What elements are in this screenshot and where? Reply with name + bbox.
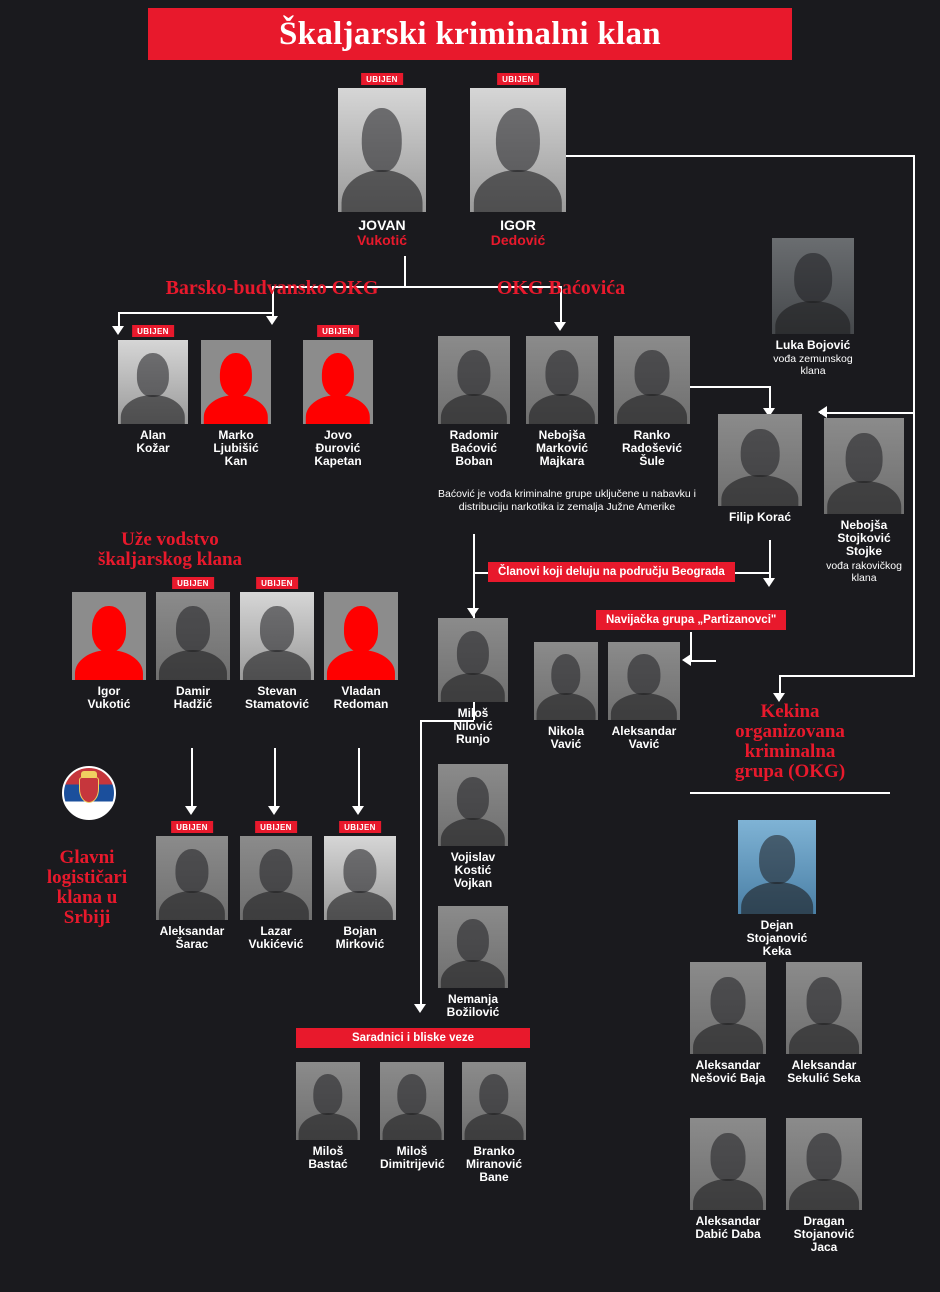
note-baecovic: Baćović je vođa kriminalne grupe uključene u nabavku i distribuciju narkotika iz zemalja Južne Amerike: [438, 488, 696, 513]
person-nickname: Majkara: [539, 454, 585, 468]
person-card-dragan-stojanovic[interactable]: [786, 1118, 862, 1254]
label-partizanovci: Navijačka grupa „Partizanovci": [596, 610, 786, 630]
person-photo: [438, 336, 510, 424]
person-name-line1: Branko: [473, 1144, 515, 1158]
person-card-vojislav-kostic[interactable]: [438, 764, 508, 890]
person-nickname: Stojke: [845, 544, 882, 558]
person-name-line2: Đurović: [315, 441, 361, 455]
person-name-line2: Stojanović: [793, 1227, 855, 1241]
heading-uze-vodstvo: [44, 530, 296, 570]
person-name-line2: Vukićević: [248, 937, 304, 951]
person-card-milos-nilovic[interactable]: [438, 618, 508, 746]
person-photo: [240, 592, 314, 680]
person-photo: [608, 642, 680, 720]
person-card-vladan-redoman[interactable]: [324, 592, 398, 711]
person-name-line1: Jovo: [323, 428, 352, 442]
person-photo-silhouette: [324, 592, 398, 680]
person-card-alan-kozar[interactable]: [118, 327, 188, 455]
person-card-filip-korac[interactable]: [718, 414, 802, 524]
person-card-nebojsa-stojkovic[interactable]: [824, 418, 904, 584]
person-name-line1: Nikola: [547, 724, 584, 738]
person-name-line1: Alan: [139, 428, 166, 442]
person-name-line2: Vavić: [628, 737, 660, 751]
person-name-line1: Nebojša: [840, 518, 888, 532]
person-photo-silhouette: [72, 592, 146, 680]
person-card-nemanja-bozilovic[interactable]: [438, 906, 508, 1019]
heading-logisticari-line1: Glavni: [59, 847, 115, 868]
heading-kekina-okg: [678, 702, 902, 782]
person-card-jovo-djurovic[interactable]: [303, 327, 373, 468]
person-card-aleksandar-sarac[interactable]: [156, 823, 228, 951]
connector: [730, 572, 770, 574]
person-name: Filip Korać: [728, 510, 791, 524]
person-photo: [156, 592, 230, 680]
person-nickname: Kapetan: [314, 454, 362, 468]
person-card-lazar-vukicevic[interactable]: [240, 823, 312, 951]
person-photo: [526, 336, 598, 424]
person-card-jovan-vukotic[interactable]: [338, 75, 426, 248]
arrow-icon: [268, 806, 280, 815]
person-first-name: IGOR: [500, 217, 536, 233]
person-photo: [438, 906, 508, 988]
person-photo: [296, 1062, 360, 1140]
person-role: vođa rakovičkog klana: [826, 560, 902, 584]
person-name: Luka Bojović: [775, 338, 851, 352]
person-name-line1: Nebojša: [538, 428, 586, 442]
person-photo: [470, 88, 566, 212]
connector: [690, 792, 890, 794]
person-name-line1: Bojan: [343, 924, 377, 938]
person-name-line2: Dimitrijević: [380, 1157, 445, 1171]
person-name-line1: Nemanja: [447, 992, 499, 1006]
person-name-line2: Hadžić: [173, 697, 213, 711]
person-role: vođa zemunskog klana: [773, 353, 853, 377]
person-name-line1: Miloš: [312, 1144, 344, 1158]
arrow-icon: [112, 326, 124, 335]
heading-barsko-budvansko-okg: Barsko-budvansko OKG: [165, 277, 379, 299]
person-nickname: Kan: [224, 454, 248, 468]
person-name-line2: Stojković: [837, 531, 891, 545]
person-name-line1: Aleksandar: [159, 924, 225, 938]
person-photo: [338, 88, 426, 212]
arrow-icon: [554, 322, 566, 331]
person-card-milos-dimitrijevic[interactable]: [380, 1062, 444, 1171]
person-nickname: Vojkan: [453, 876, 493, 890]
person-name-line2: Redoman: [333, 697, 389, 711]
person-name-line1: Vladan: [341, 684, 381, 698]
person-photo: [824, 418, 904, 514]
person-photo: [380, 1062, 444, 1140]
person-name-line1: Stevan: [257, 684, 297, 698]
serbia-flag-icon: [62, 766, 116, 820]
person-card-aleksandar-vavic[interactable]: [608, 642, 680, 751]
heading-kekina-line3: kriminalna: [744, 740, 836, 762]
person-last-name: Dedović: [490, 232, 546, 248]
connector: [191, 748, 193, 810]
arrow-icon: [266, 316, 278, 325]
person-photo: [786, 962, 862, 1054]
person-name-line1: Ranko: [633, 428, 671, 442]
label-beograd-members: Članovi koji deluju na području Beograda: [488, 562, 735, 582]
status-badge: UBIJEN: [317, 325, 359, 337]
person-photo: [438, 618, 508, 702]
person-photo: [690, 1118, 766, 1210]
arrow-icon: [352, 806, 364, 815]
person-photo: [118, 340, 188, 424]
person-photo: [738, 820, 816, 914]
person-name-line2: Božilović: [446, 1005, 500, 1019]
person-name-line1: Aleksandar: [695, 1214, 761, 1228]
person-card-stevan-stamatovic[interactable]: [240, 579, 314, 711]
person-photo: [156, 836, 228, 920]
person-name-line1: Lazar: [260, 924, 292, 938]
person-photo: [772, 238, 854, 334]
heading-kekina-line4: grupa (OKG): [734, 760, 846, 782]
connector: [820, 412, 914, 414]
person-card-damir-hadzic[interactable]: [156, 579, 230, 711]
person-name-line1: Radomir: [449, 428, 499, 442]
person-name-line2: Stamatović: [244, 697, 310, 711]
person-card-dejan-stojanovic[interactable]: [738, 820, 816, 958]
person-name-line2: Ljubišić: [213, 441, 259, 455]
person-photo-silhouette: [201, 340, 271, 424]
heading-glavni-logisticari: [32, 848, 142, 928]
status-badge: UBIJEN: [255, 821, 297, 833]
person-name-line2: Dabić Daba: [695, 1227, 761, 1241]
person-name-line2: Baćović: [450, 441, 498, 455]
person-name-line1: Dragan: [803, 1214, 845, 1228]
person-nickname: Boban: [455, 454, 493, 468]
person-card-igor-vukotic[interactable]: [72, 592, 146, 711]
heading-logisticari-line4: Srbiji: [63, 906, 111, 928]
person-name-line2: Marković: [535, 441, 589, 455]
person-photo: [462, 1062, 526, 1140]
person-photo: [534, 642, 598, 720]
page-title: [148, 8, 792, 60]
person-photo: [240, 836, 312, 920]
heading-kekina-line1: Kekina: [760, 701, 820, 722]
person-name-line1: Dejan: [760, 918, 794, 932]
person-name-line2: Sekulić Seka: [787, 1071, 861, 1085]
person-card-aleksandar-nesovic[interactable]: [690, 962, 766, 1085]
status-badge: UBIJEN: [256, 577, 298, 589]
person-card-milos-bastac[interactable]: [296, 1062, 360, 1171]
person-name-line2: Miranović: [465, 1157, 522, 1171]
person-photo: [718, 414, 802, 506]
status-badge: UBIJEN: [339, 821, 381, 833]
page-title-text: Škaljarski kriminalni klan: [279, 15, 661, 52]
person-name-line1: Aleksandar: [791, 1058, 857, 1072]
connector: [274, 748, 276, 810]
person-card-aleksandar-dabic[interactable]: [690, 1118, 766, 1241]
person-name-line1: Miloš: [457, 706, 489, 720]
person-last-name: Vukotić: [356, 232, 408, 248]
person-name-line1: Vojislav: [450, 850, 496, 864]
heading-logisticari-line2: logističari: [46, 866, 128, 888]
heading-logisticari-line3: klana u: [56, 886, 118, 908]
person-name-line2: Vavić: [550, 737, 582, 751]
heading-uze-vodstvo-line2: škaljarskog klana: [97, 548, 243, 570]
person-card-luka-bojovic[interactable]: [772, 238, 854, 377]
heading-okg-baecovica: OKG Baćovića: [496, 277, 626, 299]
person-card-radomir-baecovic[interactable]: [438, 336, 510, 468]
person-photo: [324, 836, 396, 920]
person-card-nebojsa-markovic[interactable]: [526, 336, 598, 468]
person-name-line2: Kostić: [454, 863, 492, 877]
person-name-line2: Kožar: [136, 441, 170, 455]
person-first-name: JOVAN: [358, 217, 406, 233]
status-badge: UBIJEN: [497, 73, 539, 85]
status-badge: UBIJEN: [361, 73, 403, 85]
label-saradnici: Saradnici i bliske veze: [296, 1028, 530, 1048]
person-card-ranko-radosevic[interactable]: [614, 336, 690, 468]
person-name-line1: Miloš: [396, 1144, 428, 1158]
person-photo-silhouette: [303, 340, 373, 424]
status-badge: UBIJEN: [132, 325, 174, 337]
person-name-line2: Bastać: [308, 1157, 348, 1171]
person-name-line1: Damir: [175, 684, 210, 698]
person-nickname: Keka: [762, 944, 792, 958]
person-photo: [438, 764, 508, 846]
person-name-line2: Nilović: [453, 719, 493, 733]
person-name-line1: Aleksandar: [611, 724, 677, 738]
person-name-line1: Aleksandar: [695, 1058, 761, 1072]
person-name-line1: Marko: [218, 428, 254, 442]
heading-kekina-line2: organizovana: [735, 720, 845, 742]
person-photo: [614, 336, 690, 424]
arrow-icon: [185, 806, 197, 815]
connector: [420, 720, 422, 1006]
arrow-icon: [763, 578, 775, 587]
person-nickname: Jaca: [810, 1240, 838, 1254]
person-name-line2: Šarac: [175, 937, 209, 951]
person-card-marko-ljubisic[interactable]: [201, 340, 271, 468]
person-photo: [786, 1118, 862, 1210]
connector: [358, 748, 360, 810]
person-nickname: Runjo: [456, 732, 490, 746]
person-name-line2: Vukotić: [87, 697, 131, 711]
person-nickname: Šule: [639, 454, 665, 468]
status-badge: UBIJEN: [171, 821, 213, 833]
heading-uze-vodstvo-line1: Uže vodstvo: [121, 529, 219, 550]
status-badge: UBIJEN: [172, 577, 214, 589]
connector: [769, 540, 771, 582]
person-name-line2: Radošević: [621, 441, 683, 455]
connector: [690, 386, 770, 388]
person-card-bojan-mirkovic[interactable]: [324, 823, 396, 951]
person-card-igor-dedovic[interactable]: [470, 75, 566, 248]
person-card-nikola-vavic[interactable]: [534, 642, 598, 751]
connector: [517, 155, 915, 157]
person-name-line2: Stojanović: [746, 931, 808, 945]
person-card-branko-miranovic[interactable]: [462, 1062, 526, 1184]
person-name-line2: Mirković: [335, 937, 385, 951]
person-photo: [690, 962, 766, 1054]
connector: [913, 155, 915, 675]
arrow-icon: [467, 608, 479, 617]
person-name-line2: Nešović Baja: [690, 1071, 766, 1085]
person-card-aleksandar-sekulic[interactable]: [786, 962, 862, 1085]
arrow-icon: [682, 654, 691, 666]
arrow-icon: [818, 406, 827, 418]
person-name-line1: Igor: [97, 684, 121, 698]
connector: [118, 312, 274, 314]
person-nickname: Bane: [479, 1170, 509, 1184]
connector: [779, 675, 915, 677]
